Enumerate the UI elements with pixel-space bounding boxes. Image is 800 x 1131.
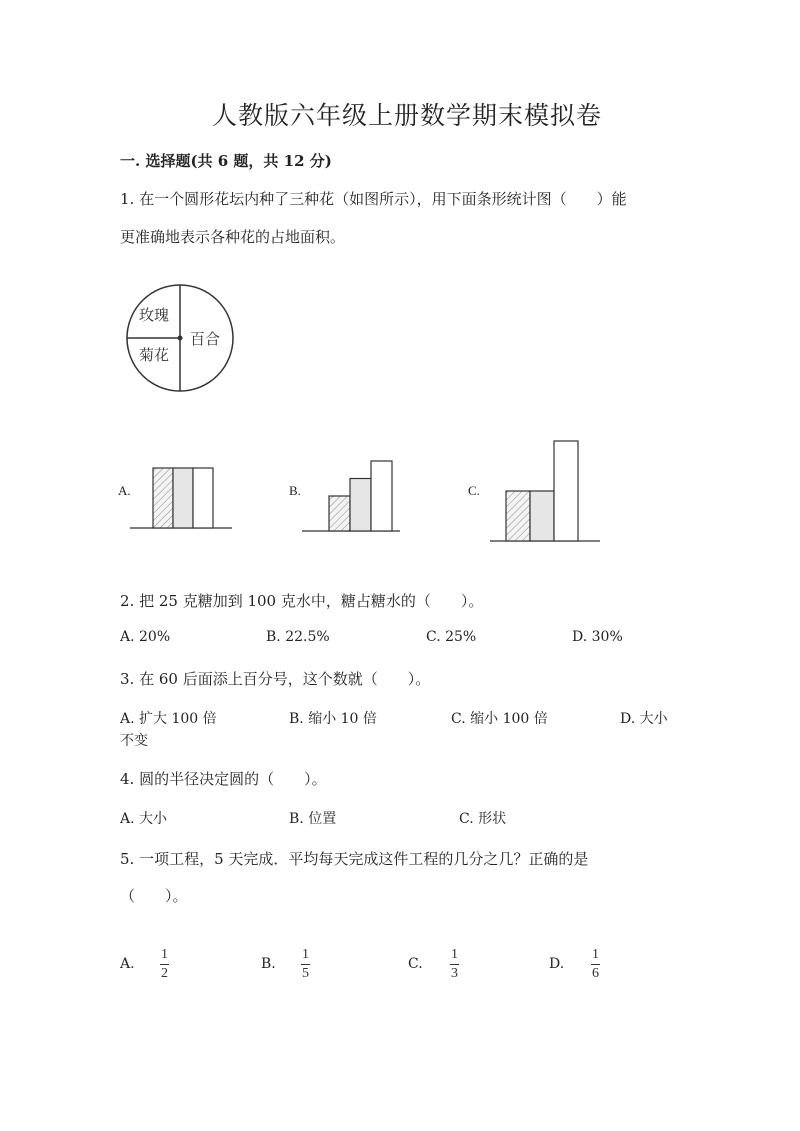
bar-菊花 (350, 479, 371, 532)
q1-bar-options (100, 425, 610, 555)
denominator: 5 (302, 966, 309, 981)
q3-text: 3. 在 60 后面添上百分号，这个数就（ ）。 (120, 670, 431, 688)
bar-玫瑰 (153, 468, 173, 528)
numerator: 1 (302, 947, 309, 962)
q2-option-c[interactable]: C. 25% (426, 629, 477, 645)
option-a-chart (130, 468, 232, 528)
q3-option-d-wrap: 不变 (120, 733, 148, 749)
section-heading: 一. 选择题(共 6 题，共 12 分) (120, 152, 332, 170)
bar-百合 (554, 441, 578, 541)
bar-菊花 (530, 491, 554, 541)
bar-百合 (193, 468, 213, 528)
q3-option-b[interactable]: B. 缩小 10 倍 (289, 711, 377, 727)
option-c-label[interactable]: C. (468, 483, 480, 498)
q3-option-d[interactable]: D. 大小 (620, 711, 668, 727)
q4-option-c[interactable]: C. 形状 (459, 811, 507, 827)
q1-text-line1: 1. 在一个圆形花坛内种了三种花（如图所示），用下面条形统计图（ ）能 (120, 190, 627, 208)
q5-option-a-label[interactable]: A. (120, 956, 135, 972)
q5-option-c-fraction (450, 948, 459, 981)
denominator: 6 (592, 966, 599, 981)
denominator: 2 (161, 966, 168, 981)
option-b-chart (302, 461, 400, 531)
q2-text: 2. 把 25 克糖加到 100 克水中，糖占糖水的（ ）。 (120, 592, 484, 610)
bar-菊花 (173, 468, 193, 528)
bar-玫瑰 (329, 496, 350, 531)
q4-option-a[interactable]: A. 大小 (120, 811, 168, 827)
center-dot (178, 336, 183, 341)
numerator: 1 (451, 947, 458, 962)
bar-玫瑰 (506, 491, 530, 541)
q5-text-line1: 5. 一项工程，5 天完成．平均每天完成这件工程的几分之几？正确的是 (120, 850, 589, 868)
label-chrysanthemum: 菊花 (139, 346, 170, 364)
q3-option-a[interactable]: A. 扩大 100 倍 (120, 711, 217, 727)
numerator: 1 (592, 947, 599, 962)
label-lily: 百合 (190, 330, 221, 348)
q5-option-b-label[interactable]: B. (261, 956, 276, 972)
flower-bed-circle-diagram (120, 280, 242, 400)
option-c-chart (490, 441, 600, 541)
q4-text: 4. 圆的半径决定圆的（ ）。 (120, 770, 327, 788)
q4-option-b[interactable]: B. 位置 (289, 811, 337, 827)
numerator: 1 (161, 947, 168, 962)
q5-option-a-fraction (160, 948, 169, 981)
q5-option-b-fraction (301, 948, 310, 981)
q2-option-b[interactable]: B. 22.5% (266, 629, 330, 645)
option-a-label[interactable]: A. (118, 483, 131, 498)
q5-text-line2: （ ）。 (120, 887, 188, 905)
q5-option-d-label[interactable]: D. (549, 956, 565, 972)
denominator: 3 (451, 966, 458, 981)
option-b-label[interactable]: B. (289, 483, 301, 498)
label-rose: 玫瑰 (139, 306, 170, 324)
bar-百合 (371, 461, 392, 531)
q2-option-a[interactable]: A. 20% (120, 629, 171, 645)
q2-option-d[interactable]: D. 30% (572, 629, 623, 645)
q1-text-line2: 更准确地表示各种花的占地面积。 (120, 228, 346, 246)
q3-option-c[interactable]: C. 缩小 100 倍 (451, 711, 548, 727)
page-title: 人教版六年级上册数学期末模拟卷 (212, 101, 603, 130)
q5-option-c-label[interactable]: C. (408, 956, 423, 972)
q5-option-d-fraction (591, 948, 600, 981)
